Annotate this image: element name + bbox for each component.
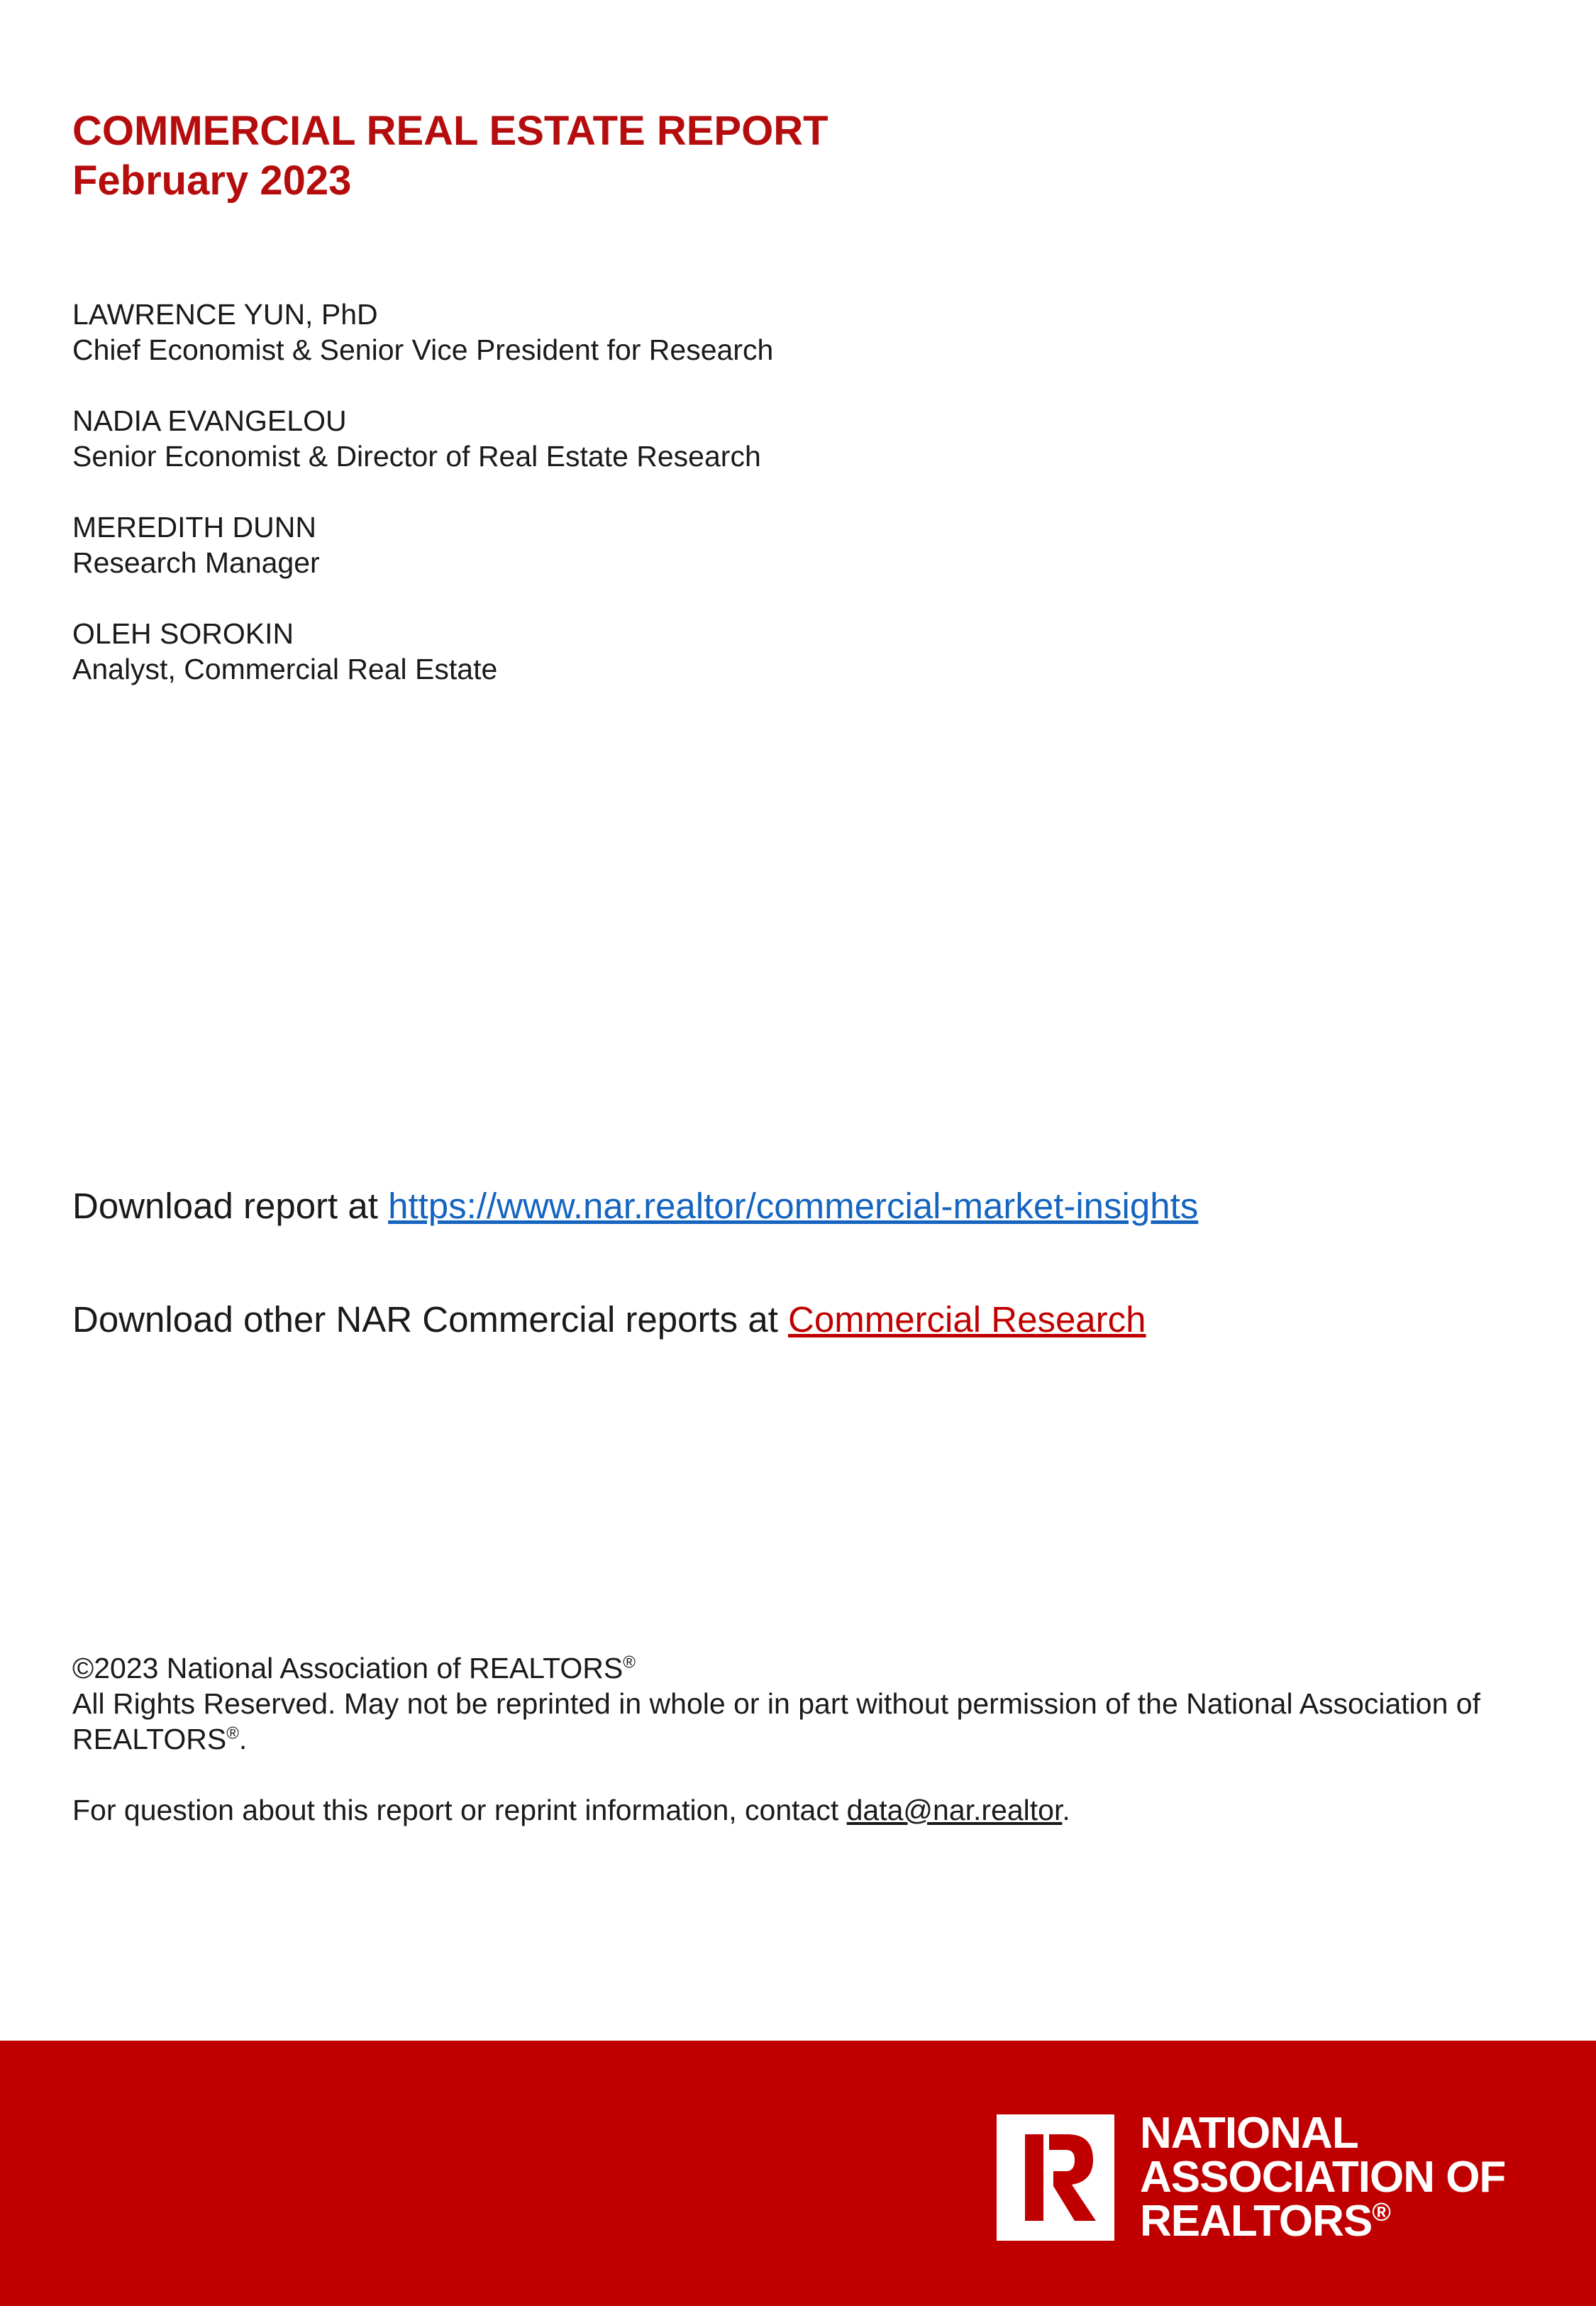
author-title: Analyst, Commercial Real Estate	[72, 653, 498, 685]
author-entry	[72, 297, 773, 368]
nar-logo	[997, 2109, 1506, 2246]
realtor-r-block-logo-icon	[997, 2114, 1114, 2241]
registered-mark: ®	[226, 1723, 239, 1743]
logo-wordmark	[1140, 2109, 1506, 2246]
logo-registered-mark: ®	[1372, 2197, 1390, 2227]
report-date: February 2023	[72, 158, 352, 204]
author-name: OLEH SOROKIN	[72, 617, 294, 650]
legal-notice	[72, 1650, 1534, 1828]
logo-line-1: NATIONAL	[1140, 2109, 1358, 2158]
author-entry	[72, 403, 773, 474]
report-header	[72, 106, 829, 206]
rights-end: .	[238, 1723, 248, 1755]
rights-text	[72, 1686, 1534, 1757]
copyright-line	[72, 1650, 1534, 1686]
author-title: Chief Economist & Senior Vice President for Research	[72, 333, 774, 366]
commercial-research-link[interactable]: Commercial Research	[788, 1299, 1146, 1340]
report-download-line	[72, 1181, 1198, 1231]
author-title: Research Manager	[72, 546, 320, 579]
contact-line	[72, 1792, 1534, 1828]
report-title: COMMERCIAL REAL ESTATE REPORT	[72, 108, 829, 154]
contact-email-link[interactable]: data@nar.realtor	[846, 1794, 1063, 1826]
author-entry	[72, 509, 773, 580]
author-entry	[72, 616, 773, 687]
logo-realtors: REALTORS	[1140, 2197, 1373, 2246]
other-reports-line	[72, 1295, 1198, 1345]
report-download-text: Download report at	[72, 1186, 389, 1226]
author-list	[72, 297, 773, 722]
author-name: MEREDITH DUNN	[72, 511, 316, 544]
logo-line-2: ASSOCIATION OF	[1140, 2153, 1506, 2202]
contact-suffix: .	[1062, 1794, 1070, 1826]
author-name: LAWRENCE YUN, PhD	[72, 298, 378, 331]
other-reports-text: Download other NAR Commercial reports at	[72, 1299, 789, 1340]
registered-mark: ®	[623, 1653, 636, 1672]
rights-line: All Rights Reserved. May not be reprinted in whole or in part without permission of the National Association of REALTORS	[72, 1687, 1480, 1755]
copyright-text: ©2023 National Association of REALTORS	[72, 1652, 624, 1684]
author-title: Senior Economist & Director of Real Estate Research	[72, 440, 761, 473]
author-name: NADIA EVANGELOU	[72, 404, 347, 437]
download-section	[72, 1181, 1198, 1408]
report-download-link[interactable]: https://www.nar.realtor/commercial-market-insights	[388, 1186, 1199, 1226]
logo-line-3	[1140, 2197, 1505, 2246]
contact-text: For question about this report or reprint information, contact	[72, 1794, 847, 1826]
